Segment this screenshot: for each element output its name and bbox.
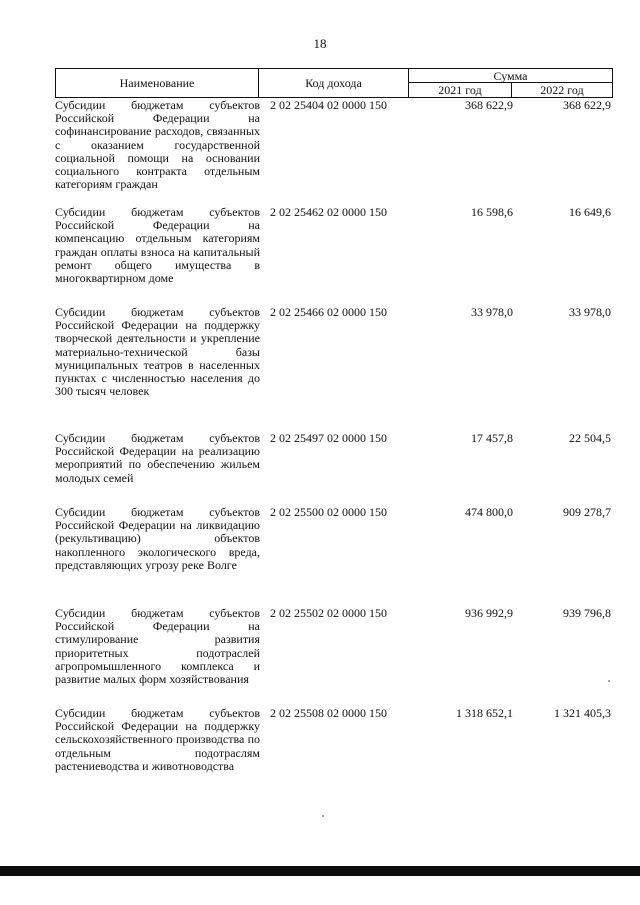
row-value-2022: 16 649,6 [569,205,611,219]
row-value-2021: 17 457,8 [471,431,513,445]
row-code: 2 02 25404 02 0000 150 [270,98,387,112]
header-sum: Сумма [409,69,612,83]
row-value-2021: 474 800,0 [465,505,513,519]
row-name: Субсидии бюджетам субъектов Российской Федерации на софинансирование расходов, связанных с оказанием государственной социальной помощи на основании социального контракта отдельным категориям граждан [55,98,260,192]
table-body [55,99,613,797]
scan-speck [608,680,610,682]
table-row [55,432,613,506]
row-value-2022: 33 978,0 [569,305,611,319]
table-row [55,607,613,707]
row-code: 2 02 25466 02 0000 150 [270,305,387,319]
row-code: 2 02 25502 02 0000 150 [270,606,387,620]
header-year-2021: 2021 год [409,83,512,97]
scan-edge-bar [0,866,640,876]
table-header [55,68,613,98]
page-number: 18 [313,36,327,51]
scan-speck [322,815,324,817]
row-value-2021: 16 598,6 [471,205,513,219]
table-row [55,306,613,432]
row-code: 2 02 25508 02 0000 150 [270,706,387,720]
header-code: Код дохода [259,69,409,97]
row-value-2022: 1 321 405,3 [554,706,611,720]
row-name: Субсидии бюджетам субъектов Российской Федерации на ликвидацию (рекультивацию) объектов накопленного экологического вреда, представляющих угрозу реке Волге [55,505,260,572]
row-value-2021: 368 622,9 [465,98,513,112]
row-value-2022: 368 622,9 [563,98,611,112]
table-row [55,707,613,797]
table-row [55,99,613,206]
row-code: 2 02 25497 02 0000 150 [270,431,387,445]
row-name: Субсидии бюджетам субъектов Российской Федерации на реализацию мероприятий по обеспечению жильем молодых семей [55,431,260,485]
table-row [55,506,613,607]
row-value-2021: 33 978,0 [471,305,513,319]
row-name: Субсидии бюджетам субъектов Российской Федерации на поддержку сельскохозяйственного производства по отдельным подотраслям растениеводства и животноводства [55,706,260,773]
row-name: Субсидии бюджетам субъектов Российской Федерации на стимулирование развития приоритетных подотраслей агропромышленного комплекса и развитие малых форм хозяйствования [55,606,260,687]
table-row [55,206,613,306]
row-value-2022: 909 278,7 [563,505,611,519]
row-value-2022: 939 796,8 [563,606,611,620]
header-year-2022: 2022 год [540,83,584,97]
header-name: Наименование [56,69,259,97]
row-code: 2 02 25462 02 0000 150 [270,205,387,219]
row-name: Субсидии бюджетам субъектов Российской Федерации на поддержку творческой деятельности и укрепление материально-технической базы муниципальных театров в населенных пунктах с численностью населения до 300 тысяч человек [55,305,260,399]
row-code: 2 02 25500 02 0000 150 [270,505,387,519]
row-value-2021: 936 992,9 [465,606,513,620]
row-name: Субсидии бюджетам субъектов Российской Федерации на компенсацию отдельным категориям граждан оплаты взноса на капитальный ремонт общего имущества в многоквартирном доме [55,205,260,286]
row-value-2022: 22 504,5 [569,431,611,445]
row-value-2021: 1 318 652,1 [456,706,513,720]
